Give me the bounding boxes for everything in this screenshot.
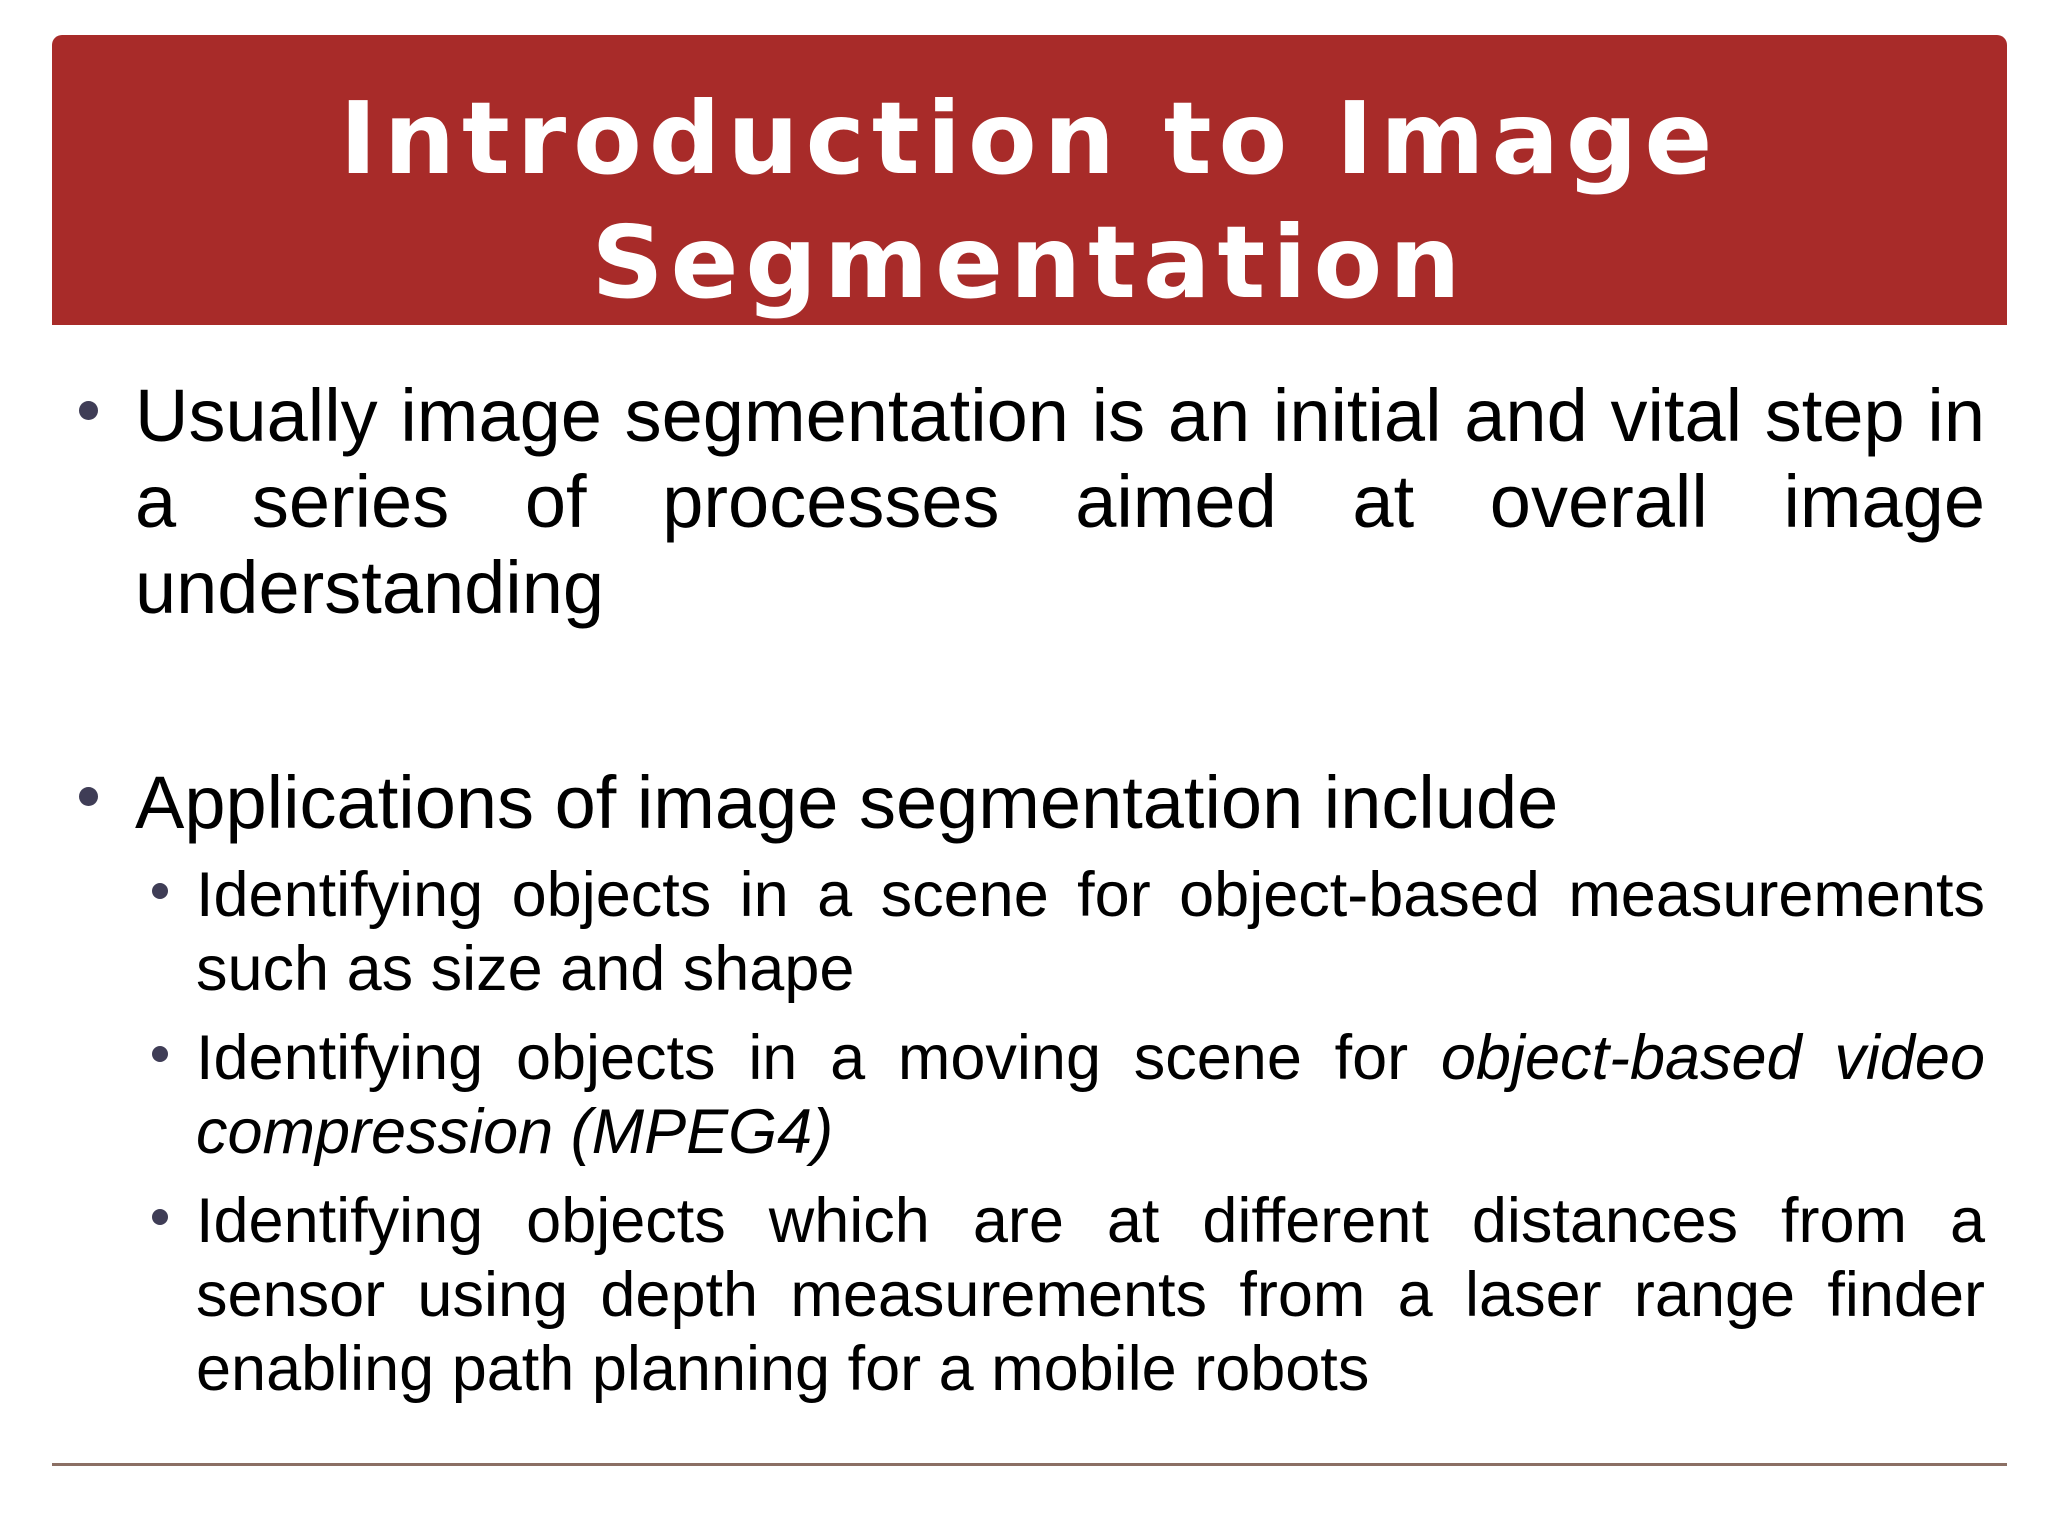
sub-bullet-dot [152,1046,168,1062]
bullet-text-intro: Usually image segmentation is an initial and vital step in a series of processes aimed at overall image understanding [135,374,1985,629]
slide-title-line-2: Segmentation [591,204,1468,321]
sub-bullet-text-video-compression [196,1021,1985,1169]
bullet-dot [79,787,98,806]
sub-bullet-text-depth-sensing: Identifying objects which are at different distances from a sensor using depth measurements from a laser range finder enabling path planning for a mobile robots [196,1186,1985,1404]
bullet-text-applications: Applications of image segmentation include [135,761,1559,844]
sub-bullet-dot [152,1209,168,1225]
bullet-dot [79,401,98,420]
slide-title-line-1: Introduction to Image [339,80,1720,197]
footer-divider [52,1463,2007,1466]
sub-bullet-plain-part: Identifying objects in a moving scene for [196,1023,1441,1093]
sub-bullet-italic-part: object-based video compression (MPEG4) [196,1023,1985,1167]
sub-bullet-dot [152,883,168,899]
sub-bullet-text-object-measurements: Identifying objects in a scene for object-based measurements such as size and shape [196,860,1985,1004]
